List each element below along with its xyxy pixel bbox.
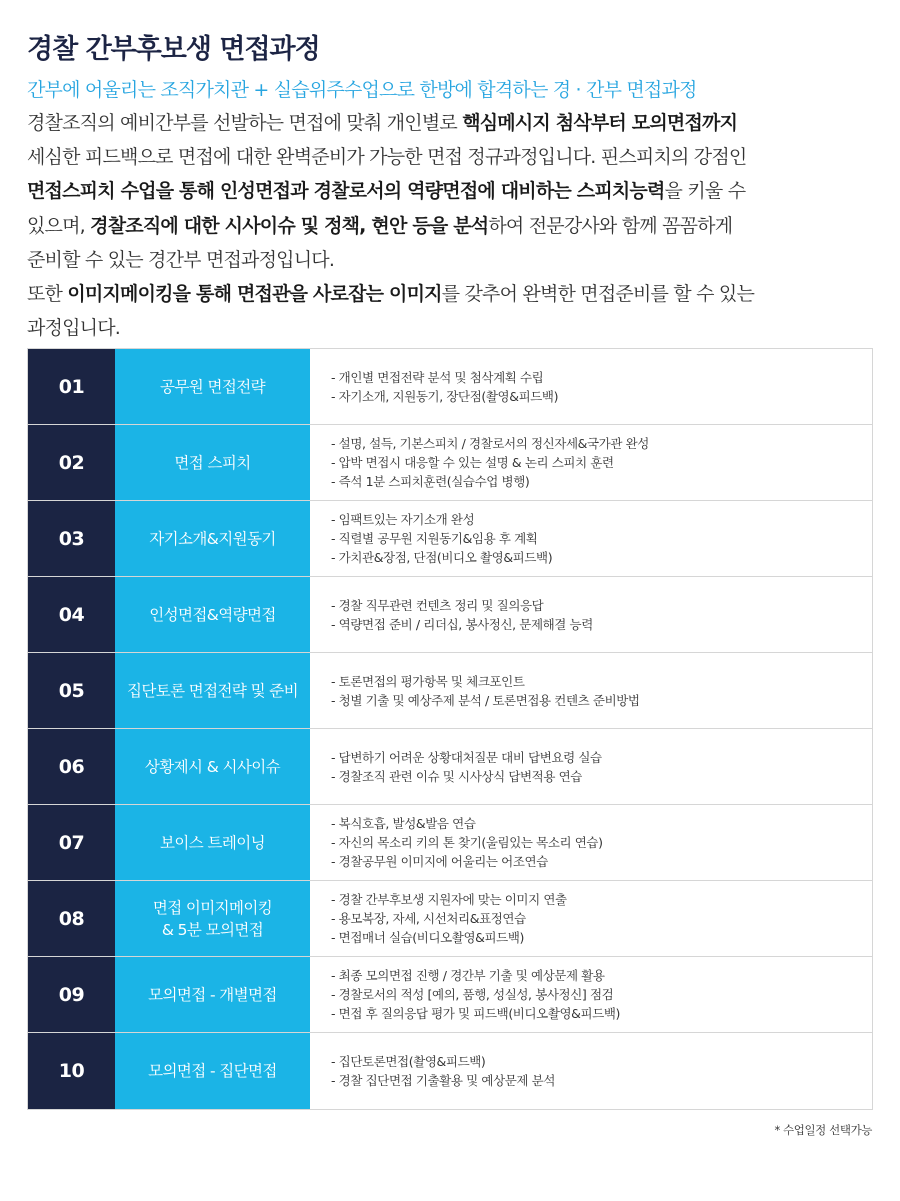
session-title-line: 면접 이미지메이킹 — [152, 898, 273, 917]
session-detail-item: - 면접 후 질의응답 평가 및 피드백(비디오촬영&피드백) — [331, 1006, 621, 1021]
session-detail-item: - 개인별 면접전략 분석 및 첨삭계획 수립 — [331, 369, 544, 385]
session-detail-item: - 자신의 목소리 키의 톤 찾기(울림있는 목소리 연습) — [331, 835, 603, 850]
session-title — [115, 805, 310, 880]
session-details — [331, 653, 862, 728]
session-details — [331, 501, 862, 576]
session-number: 05 — [28, 653, 115, 728]
curriculum-row — [28, 425, 872, 501]
curriculum-row — [28, 729, 872, 805]
session-number: 04 — [28, 577, 115, 652]
session-details — [331, 957, 862, 1032]
session-detail-item: - 청별 기출 및 예상주제 분석 / 토론면접용 컨텐츠 준비방법 — [331, 692, 640, 708]
curriculum-row — [28, 957, 872, 1033]
session-detail-item: - 경찰공무원 이미지에 어울리는 어조연습 — [331, 854, 548, 869]
intro-text: 경찰조직의 예비간부를 선발하는 면접에 맞춰 개인별로 — [27, 112, 463, 134]
curriculum-row — [28, 577, 872, 653]
session-title-line: & 5분 모의면접 — [161, 920, 264, 939]
session-details — [331, 425, 862, 500]
intro-text: 를 갖추어 완벽한 면접준비를 할 수 있는 — [441, 283, 755, 306]
session-details — [331, 881, 862, 956]
session-detail-item: - 경찰 집단면접 기출활용 및 예상문제 분석 — [331, 1073, 556, 1088]
curriculum-table — [27, 348, 873, 1110]
intro-line-3 — [27, 174, 887, 208]
session-title-line: 상황제시 & 시사이슈 — [144, 757, 281, 776]
intro-highlight: 면접스피치 수업을 통해 인성면접과 경찰로서의 역량면접에 대비하는 스피치능력 — [27, 180, 665, 203]
intro-line-4 — [27, 209, 887, 243]
page-subtitle: 간부에 어울리는 조직가치관 + 실습위주수업으로 한방에 합격하는 경 · 간부 면접과정 — [27, 79, 697, 101]
session-title-line: 인성면접&역량면접 — [149, 605, 276, 624]
session-title — [115, 425, 310, 500]
curriculum-row — [28, 1033, 872, 1109]
session-detail-item: - 답변하기 어려운 상황대처질문 대비 답변요령 실습 — [331, 749, 602, 765]
session-detail-item: - 임팩트있는 자기소개 완성 — [331, 512, 475, 527]
session-title-line: 자기소개&지원동기 — [149, 529, 276, 548]
session-title-line: 면접 스피치 — [174, 453, 251, 472]
session-title — [115, 1033, 310, 1109]
session-number: 10 — [28, 1033, 115, 1109]
session-detail-item: - 자기소개, 지원동기, 장단점(촬영&피드백) — [331, 388, 559, 404]
curriculum-row — [28, 653, 872, 729]
intro-text: 있으며, — [27, 214, 91, 237]
session-detail-item: - 가치관&장점, 단점(비디오 촬영&피드백) — [331, 550, 553, 565]
page-title: 경찰 간부후보생 면접과정 — [27, 34, 320, 65]
session-details — [331, 577, 862, 652]
intro-text: 을 키울 수 — [664, 180, 746, 203]
session-number: 06 — [28, 729, 115, 804]
session-title-line: 공무원 면접전략 — [160, 377, 265, 396]
session-title — [115, 501, 310, 576]
session-detail-item: - 즉석 1분 스피치훈련(실습수업 병행) — [331, 474, 530, 489]
intro-highlight: 경찰조직에 대한 시사이슈 및 정책, 현안 등을 분석 — [90, 214, 489, 237]
intro-highlight: 이미지메이킹을 통해 면접관을 사로잡는 이미지 — [67, 283, 442, 306]
session-detail-item: - 경찰 간부후보생 지원자에 맞는 이미지 연출 — [331, 892, 567, 907]
session-details — [331, 805, 862, 880]
session-number: 02 — [28, 425, 115, 500]
intro-text: 또한 — [27, 283, 68, 306]
session-title — [115, 653, 310, 728]
session-detail-item: - 경찰 직무관련 컨텐츠 정리 및 질의응답 — [331, 597, 544, 613]
intro-line-7: 과정입니다. — [27, 317, 121, 340]
session-title — [115, 957, 310, 1032]
intro-text: 하여 전문강사와 함께 꼼꼼하게 — [488, 214, 733, 237]
curriculum-row — [28, 501, 872, 577]
session-detail-item: - 경찰조직 관련 이슈 및 시사상식 답변적용 연습 — [331, 768, 582, 784]
session-number: 09 — [28, 957, 115, 1032]
session-title — [115, 881, 310, 956]
session-title — [115, 729, 310, 804]
session-detail-item: - 용모복장, 자세, 시선처리&표정연습 — [331, 911, 526, 926]
intro-highlight: 핵심메시지 첨삭부터 모의면접까지 — [462, 112, 738, 134]
session-detail-item: - 경찰로서의 적성 [예의, 품행, 성실성, 봉사정신] 점검 — [331, 987, 614, 1002]
session-detail-item: - 직렬별 공무원 지원동기&임용 후 계획 — [331, 531, 538, 546]
session-detail-item: - 집단토론면접(촬영&피드백) — [331, 1054, 486, 1069]
intro-line-6 — [27, 277, 887, 311]
intro-line-1 — [27, 106, 887, 140]
session-detail-item: - 토론면접의 평가항목 및 체크포인트 — [331, 673, 525, 689]
session-title-line: 모의면접 - 집단면접 — [148, 1062, 277, 1080]
curriculum-row — [28, 349, 872, 425]
session-number: 01 — [28, 349, 115, 424]
session-detail-item: - 최종 모의면접 진행 / 경간부 기출 및 예상문제 활용 — [331, 968, 605, 983]
session-detail-item: - 역량면접 준비 / 리더십, 봉사정신, 문제해결 능력 — [331, 616, 593, 632]
session-details — [331, 729, 862, 804]
session-number: 03 — [28, 501, 115, 576]
session-title-line: 보이스 트레이닝 — [160, 833, 265, 852]
session-detail-item: - 복식호흡, 발성&발음 연습 — [331, 816, 476, 831]
session-title — [115, 577, 310, 652]
session-number: 07 — [28, 805, 115, 880]
session-number: 08 — [28, 881, 115, 956]
curriculum-row — [28, 881, 872, 957]
session-title-line: 집단토론 면접전략 및 준비 — [126, 681, 299, 700]
intro-paragraph — [27, 106, 887, 345]
session-detail-item: - 압박 면접시 대응할 수 있는 설명 & 논리 스피치 훈련 — [331, 455, 614, 470]
session-details — [331, 349, 862, 424]
intro-line-2: 세심한 피드백으로 면접에 대한 완벽준비가 가능한 면접 정규과정입니다. 핀스피치의 강점인 — [27, 146, 747, 169]
session-details — [331, 1033, 862, 1109]
session-detail-item: - 면접매너 실습(비디오촬영&피드백) — [331, 930, 525, 945]
session-title — [115, 349, 310, 424]
session-title-line: 모의면접 - 개별면접 — [148, 985, 277, 1004]
schedule-footnote: * 수업일정 선택가능 — [774, 1123, 872, 1137]
session-detail-item: - 설명, 설득, 기본스피치 / 경찰로서의 정신자세&국가관 완성 — [331, 436, 649, 451]
curriculum-row — [28, 805, 872, 881]
intro-line-5: 준비할 수 있는 경간부 면접과정입니다. — [27, 248, 335, 271]
